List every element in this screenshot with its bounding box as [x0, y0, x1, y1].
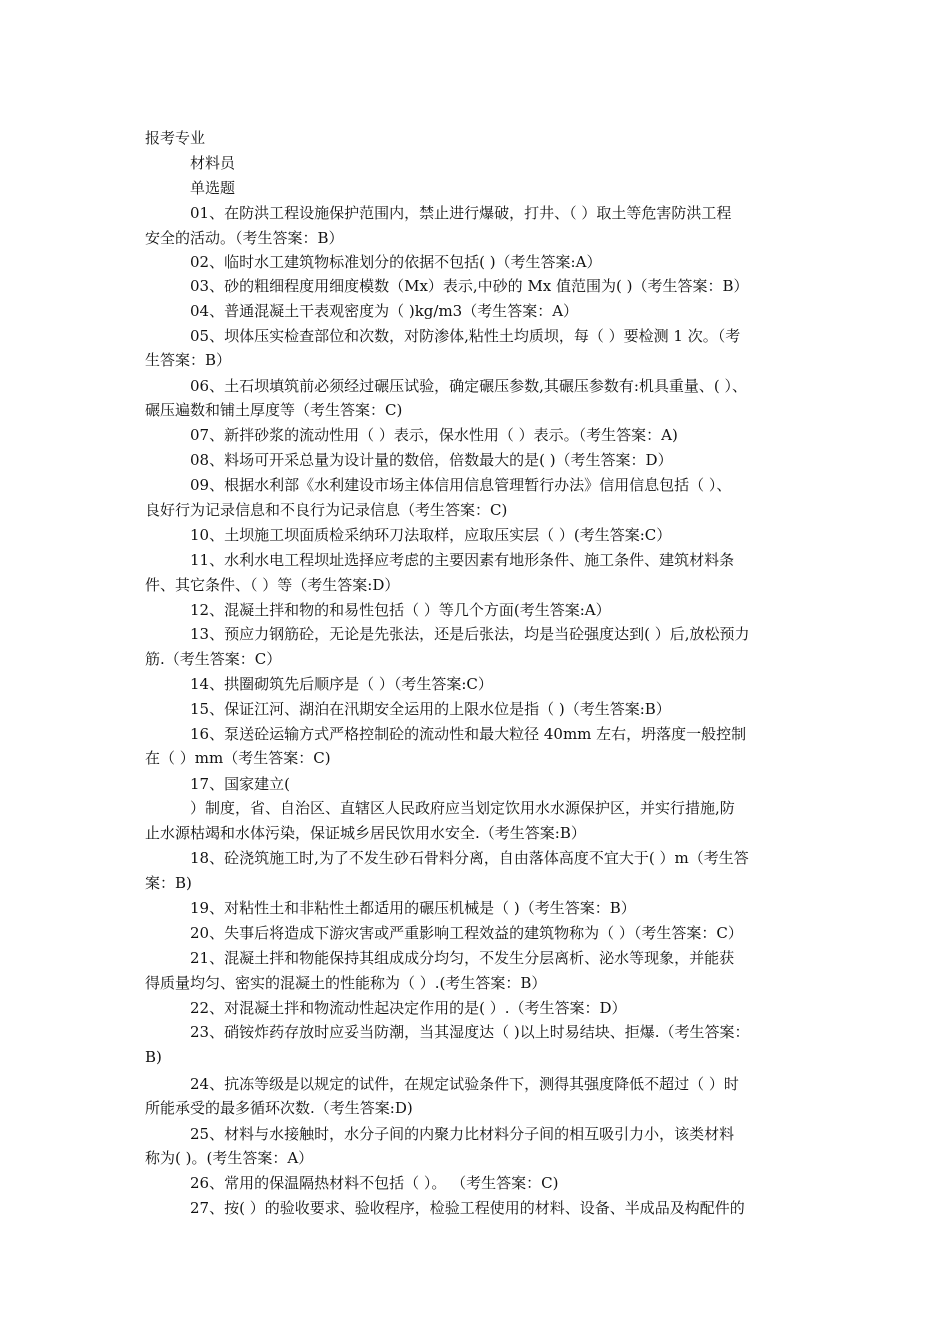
- question-line: 22、对混凝土拌和物流动性起决定作用的是( ）.（考生答案：D）: [190, 999, 627, 1017]
- question-line: 案：B): [145, 874, 192, 892]
- question-line: 筋.（考生答案：C）: [145, 650, 282, 668]
- question-line: 20、失事后将造成下游灾害或严重影响工程效益的建筑物称为（ ）（考生答案：C）: [190, 924, 743, 942]
- question-line: 13、预应力钢筋砼，无论是先张法，还是后张法，均是当砼强度达到( ）后,放松预力: [190, 625, 750, 643]
- question-line: 24、抗冻等级是以规定的试件，在规定试验条件下，测得其强度降低不超过（ ）时: [190, 1075, 739, 1093]
- question-line: 碾压遍数和铺土厚度等（考生答案：C): [145, 401, 403, 419]
- question-line: 25、材料与水接触时，水分子间的内聚力比材料分子间的相互吸引力小，该类材料: [190, 1125, 735, 1143]
- question-line: 01、在防洪工程设施保护范围内，禁止进行爆破，打井、（ ）取土等危害防洪工程: [190, 204, 732, 222]
- question-line: 10、土坝施工坝面质检采纳环刀法取样，应取压实层（ ）(考生答案:C）: [190, 526, 672, 544]
- question-line: 在（ ）mm（考生答案：C): [145, 749, 331, 767]
- heading-label: 报考专业: [145, 129, 206, 147]
- question-line: 安全的活动。（考生答案：B）: [145, 229, 344, 247]
- question-line: 06、土石坝填筑前必须经过碾压试验，确定碾压参数,其碾压参数有:机具重量、( ）、: [190, 377, 748, 395]
- question-line: 19、对粘性土和非粘性土都适用的碾压机械是（ )（考生答案：B）: [190, 899, 636, 917]
- question-line: ）制度，省、自治区、直辖区人民政府应当划定饮用水水源保护区，并实行措施,防: [190, 799, 735, 817]
- question-line: 03、砂的粗细程度用细度模数（Mx）表示,中砂的 Mx 值范围为( )（考生答案：B）: [190, 277, 749, 295]
- question-line: 21、混凝土拌和物能保持其组成成分均匀，不发生分层离析、泌水等现象，并能获: [190, 949, 735, 967]
- question-line: 良好行为记录信息和不良行为记录信息（考生答案：C): [145, 501, 508, 519]
- question-line: 15、保证江河、湖泊在汛期安全运用的上限水位是指（ )（考生答案:B）: [190, 700, 671, 718]
- major-label: 材料员: [190, 154, 236, 172]
- question-line: 14、拱圈砌筑先后顺序是（ ）（考生答案:C）: [190, 675, 493, 693]
- question-line: 所能承受的最多循环次数.（考生答案:D): [145, 1099, 413, 1117]
- question-line: B): [145, 1048, 162, 1066]
- question-line: 04、普通混凝土干表观密度为（ )kg/m3（考生答案：A）: [190, 302, 579, 320]
- question-line: 27、按( ）的验收要求、验收程序，检验工程使用的材料、设备、半成品及构配件的: [190, 1199, 745, 1217]
- question-line: 止水源枯竭和水体污染，保证城乡居民饮用水安全.（考生答案:B）: [145, 824, 586, 842]
- question-line: 得质量均匀、密实的混凝土的性能称为（ ）.(考生答案：B）: [145, 974, 547, 992]
- question-line: 07、新拌砂浆的流动性用（ ）表示，保水性用（ ）表示。（考生答案：A): [190, 426, 678, 444]
- question-line: 件、其它条件、（ ）等（考生答案:D）: [145, 576, 400, 594]
- question-line: 17、国家建立(: [190, 775, 290, 793]
- question-line: 生答案：B）: [145, 351, 232, 369]
- question-line: 08、料场可开采总量为设计量的数倍，倍数最大的是( )（考生答案：D）: [190, 451, 673, 469]
- question-line: 12、混凝土拌和物的和易性包括（ ）等几个方面(考生答案:A）: [190, 601, 611, 619]
- question-line: 26、常用的保温隔热材料不包括（ ）。 （考生答案：C): [190, 1174, 559, 1192]
- question-line: 16、泵送砼运输方式严格控制砼的流动性和最大粒径 40mm 左右，坍落度一般控制: [190, 725, 747, 743]
- question-line: 09、根据水利部《水利建设市场主体信用信息管理暂行办法》信用信息包括（ ）、: [190, 476, 732, 494]
- question-line: 18、砼浇筑施工时,为了不发生砂石骨料分离，自由落体高度不宜大于( ）m（考生答: [190, 849, 749, 867]
- question-line: 11、水利水电工程坝址选择应考虑的主要因素有地形条件、施工条件、建筑材料条: [190, 551, 735, 569]
- question-line: 02、临时水工建筑物标准划分的依据不包括( )（考生答案:A）: [190, 253, 602, 271]
- section-title: 单选题: [190, 179, 236, 197]
- question-line: 23、硝铵炸药存放时应妥当防潮，当其湿度达（ )以上时易结块、拒爆.（考生答案：: [190, 1023, 750, 1041]
- question-line: 称为( )。(考生答案：A）: [145, 1149, 314, 1167]
- question-line: 05、坝体压实检查部位和次数，对防渗体,粘性土均质坝，每（ ）要检测 1 次。（考: [190, 327, 741, 345]
